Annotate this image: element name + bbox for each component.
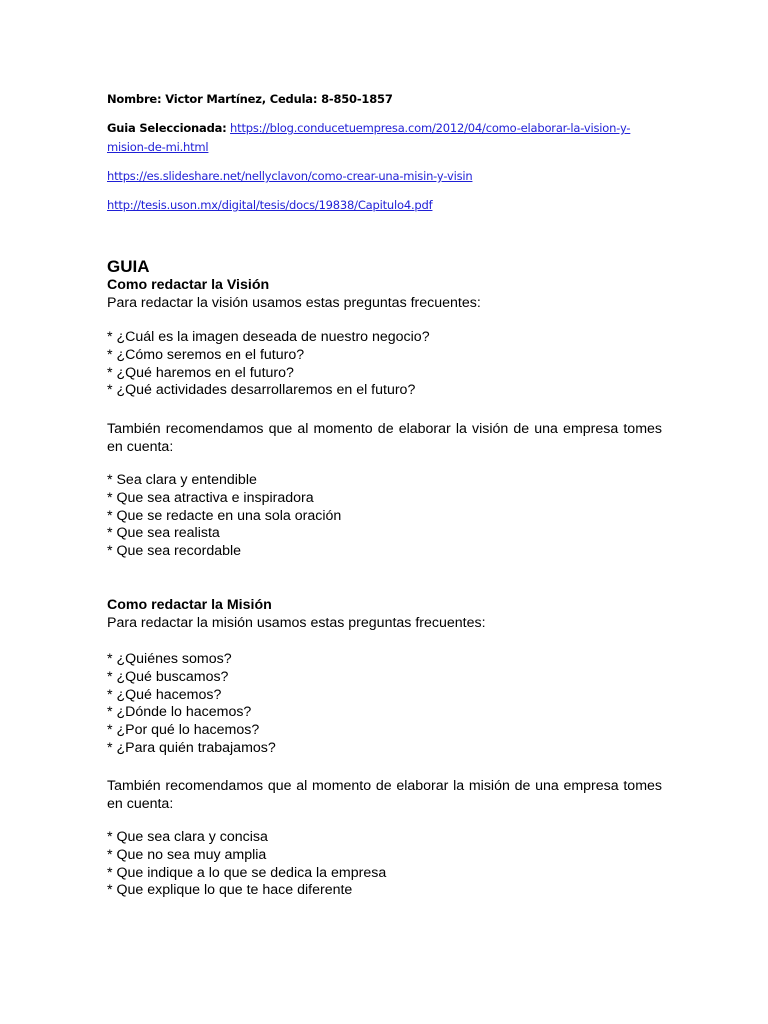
selected-guide-label: Guia Seleccionada: [107, 121, 227, 135]
list-item: * Que sea clara y concisa [107, 829, 268, 845]
guide-link-1[interactable]: https://blog.conducetuempresa.com/2012/04/como-elaborar-la-vision-y- [230, 121, 631, 135]
list-item: * Que explique lo que te hace diferente [107, 882, 353, 899]
list-item: * Que sea realista [107, 525, 220, 542]
vision-recommendation: También recomendamos que al momento de elaborar la visión de una empresa tomes en cuenta: [107, 421, 662, 455]
vision-intro: Para redactar la visión usamos estas preguntas frecuentes: [107, 295, 481, 311]
vision-tips-list [107, 472, 341, 561]
list-item: * ¿Qué hacemos? [107, 686, 222, 703]
reference-link-3[interactable]: http://tesis.uson.mx/digital/tesis/docs/19838/Capitulo4.pdf [107, 198, 433, 212]
list-item: * ¿Cuál es la imagen deseada de nuestro negocio? [107, 329, 430, 345]
selected-guide-line [107, 121, 630, 135]
list-item: * Que indique a lo que se dedica la empresa [107, 864, 387, 881]
reference-link-2[interactable]: https://es.slideshare.net/nellyclavon/como-crear-una-misin-y-visin [107, 169, 473, 183]
list-item: * ¿Qué actividades desarrollaremos en el futuro? [107, 382, 416, 399]
list-item: * Sea clara y entendible [107, 472, 257, 488]
list-item: * ¿Quiénes somos? [107, 651, 232, 667]
vision-heading: Como redactar la Visión [107, 277, 270, 293]
guide-link-1-tail[interactable]: mision-de-mi.html [107, 140, 209, 154]
mision-intro: Para redactar la misión usamos estas preguntas frecuentes: [107, 615, 486, 631]
mision-tips-list [107, 829, 386, 900]
mision-heading: Como redactar la Misión [107, 597, 272, 613]
list-item: * Que se redacte en una sola oración [107, 507, 342, 524]
list-item: * Que sea recordable [107, 543, 242, 560]
list-item: * ¿Qué buscamos? [107, 668, 229, 685]
list-item: * ¿Qué haremos en el futuro? [107, 364, 294, 381]
author-line: Nombre: Victor Martínez, Cedula: 8-850-1857 [107, 92, 393, 106]
reference-link-2-line [107, 169, 472, 183]
list-item: * ¿Por qué lo hacemos? [107, 722, 260, 739]
list-item: * ¿Dónde lo hacemos? [107, 704, 252, 721]
list-item: * Que sea atractiva e inspiradora [107, 489, 314, 506]
list-item: * Que no sea muy amplia [107, 846, 267, 863]
list-item: * ¿Para quién trabajamos? [107, 739, 276, 756]
list-item: * ¿Cómo seremos en el futuro? [107, 346, 305, 363]
reference-link-3-line [107, 198, 432, 212]
mision-recommendation: También recomendamos que al momento de elaborar la misión de una empresa tomes en cuenta: [107, 778, 662, 812]
mision-questions-list [107, 651, 276, 758]
vision-questions-list [107, 329, 430, 400]
guide-link-1-continued [107, 140, 208, 154]
guide-title: GUIA [107, 257, 150, 276]
